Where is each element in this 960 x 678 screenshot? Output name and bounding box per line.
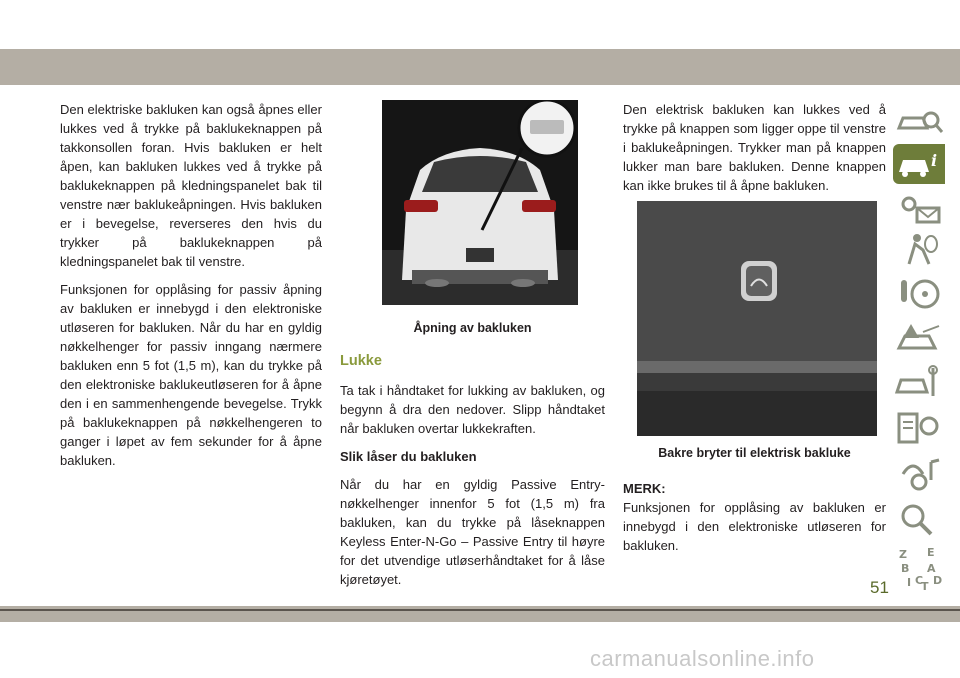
paragraph: Den elektriske bakluken kan også åpnes eller lukkes ved å trykke på baklukeknappen på takkonsollen foran. Hvis bakluken er helt åpen, kan bakluken lukkes ved å trykke på baklukeknappen på kledningspanelet bak til venstre nær baklukeåpningen. Hvis bakluken er i bevegelse, reverseres den hvis du trykker på baklukeknappen på kledningspanelet bak til venstre. — [60, 102, 322, 269]
steering-wheel-icon[interactable] — [893, 274, 945, 314]
airbag-person-icon[interactable] — [893, 230, 945, 270]
tailgate-switch-photo — [637, 201, 877, 436]
left-column — [60, 100, 322, 479]
suv-rear-illustration — [382, 100, 578, 305]
index-letter: C — [915, 574, 924, 587]
note-text: Funksjonen for opplåsing av bakluken er innebygd i den elektroniske utløseren for bakluken. — [623, 500, 886, 553]
paragraph: Når du har en gyldig Passive Entry-nøkkelhenger innenfor 5 fot (1,5 m) fra bakluken, kan du trykke på låseknappen Keyless Enter-N-Go – Passive Entry til høyre for det utvendige utløserhåndtaket for å låse kjøretøyet. — [340, 477, 605, 587]
index-letter: B — [901, 562, 910, 575]
index-letter: E — [927, 546, 935, 559]
dashboard-lights-icon[interactable] — [893, 188, 945, 228]
switch-illustration — [637, 201, 877, 436]
car-inspection-icon[interactable] — [893, 102, 945, 142]
paragraph: Funksjonen for opplåsing for passiv åpning av bakluken er innebygd i den elektroniske utløseren for bakluken. Når du har en gyldig nøkkelhenger for passiv inngang nærmere bakluken enn 5 fot (1,5 m), kan du trykke på den elektroniske baklukeutløseren for å åpne den i en sammenhengende bevegelse. Trykk på baklukeknappen på nøkkelhengeren to ganger i løpet av fem sekunder for å åpne bakluken. — [60, 282, 322, 468]
right-column — [623, 100, 886, 555]
index-letter: D — [933, 574, 943, 587]
search-icon[interactable] — [893, 500, 945, 540]
section-heading: Lukke — [340, 353, 382, 369]
middle-column — [340, 100, 605, 598]
car-info-icon[interactable] — [893, 144, 945, 184]
index-letter: A — [927, 562, 936, 575]
car-warning-icon[interactable] — [893, 318, 945, 358]
index-letter: I — [907, 576, 912, 589]
header-band — [0, 49, 960, 85]
note-title: MERK: — [623, 481, 666, 496]
specifications-icon[interactable] — [893, 408, 945, 448]
index-abc-icon[interactable] — [893, 546, 945, 590]
figure-caption: Bakre bryter til elektrisk bakluke — [658, 446, 851, 460]
footer-band — [0, 606, 960, 622]
car-service-icon[interactable] — [893, 362, 945, 402]
index-letter: T — [921, 580, 929, 590]
figure-caption: Åpning av bakluken — [413, 321, 532, 335]
watermark: carmanualsonline.info — [590, 646, 815, 671]
svg-text:i: i — [931, 151, 938, 170]
multimedia-icon[interactable] — [893, 454, 945, 494]
tailgate-rear-photo — [382, 100, 578, 305]
page-number: 51 — [870, 578, 889, 597]
paragraph: Ta tak i håndtaket for lukking av bakluken, og begynn å dra den nedover. Slipp håndtaket når bakluken overtar lukkekraften. — [340, 383, 605, 436]
index-letter: Z — [899, 548, 907, 561]
subheading: Slik låser du bakluken — [340, 449, 477, 464]
paragraph: Den elektrisk bakluken kan lukkes ved å trykke på knappen som ligger oppe til venstre i baklukeåpningen. Trykker man på knappen lukker man bare bakluken. Denne knappen kan ikke brukes til å åpne bakluken. — [623, 102, 886, 193]
